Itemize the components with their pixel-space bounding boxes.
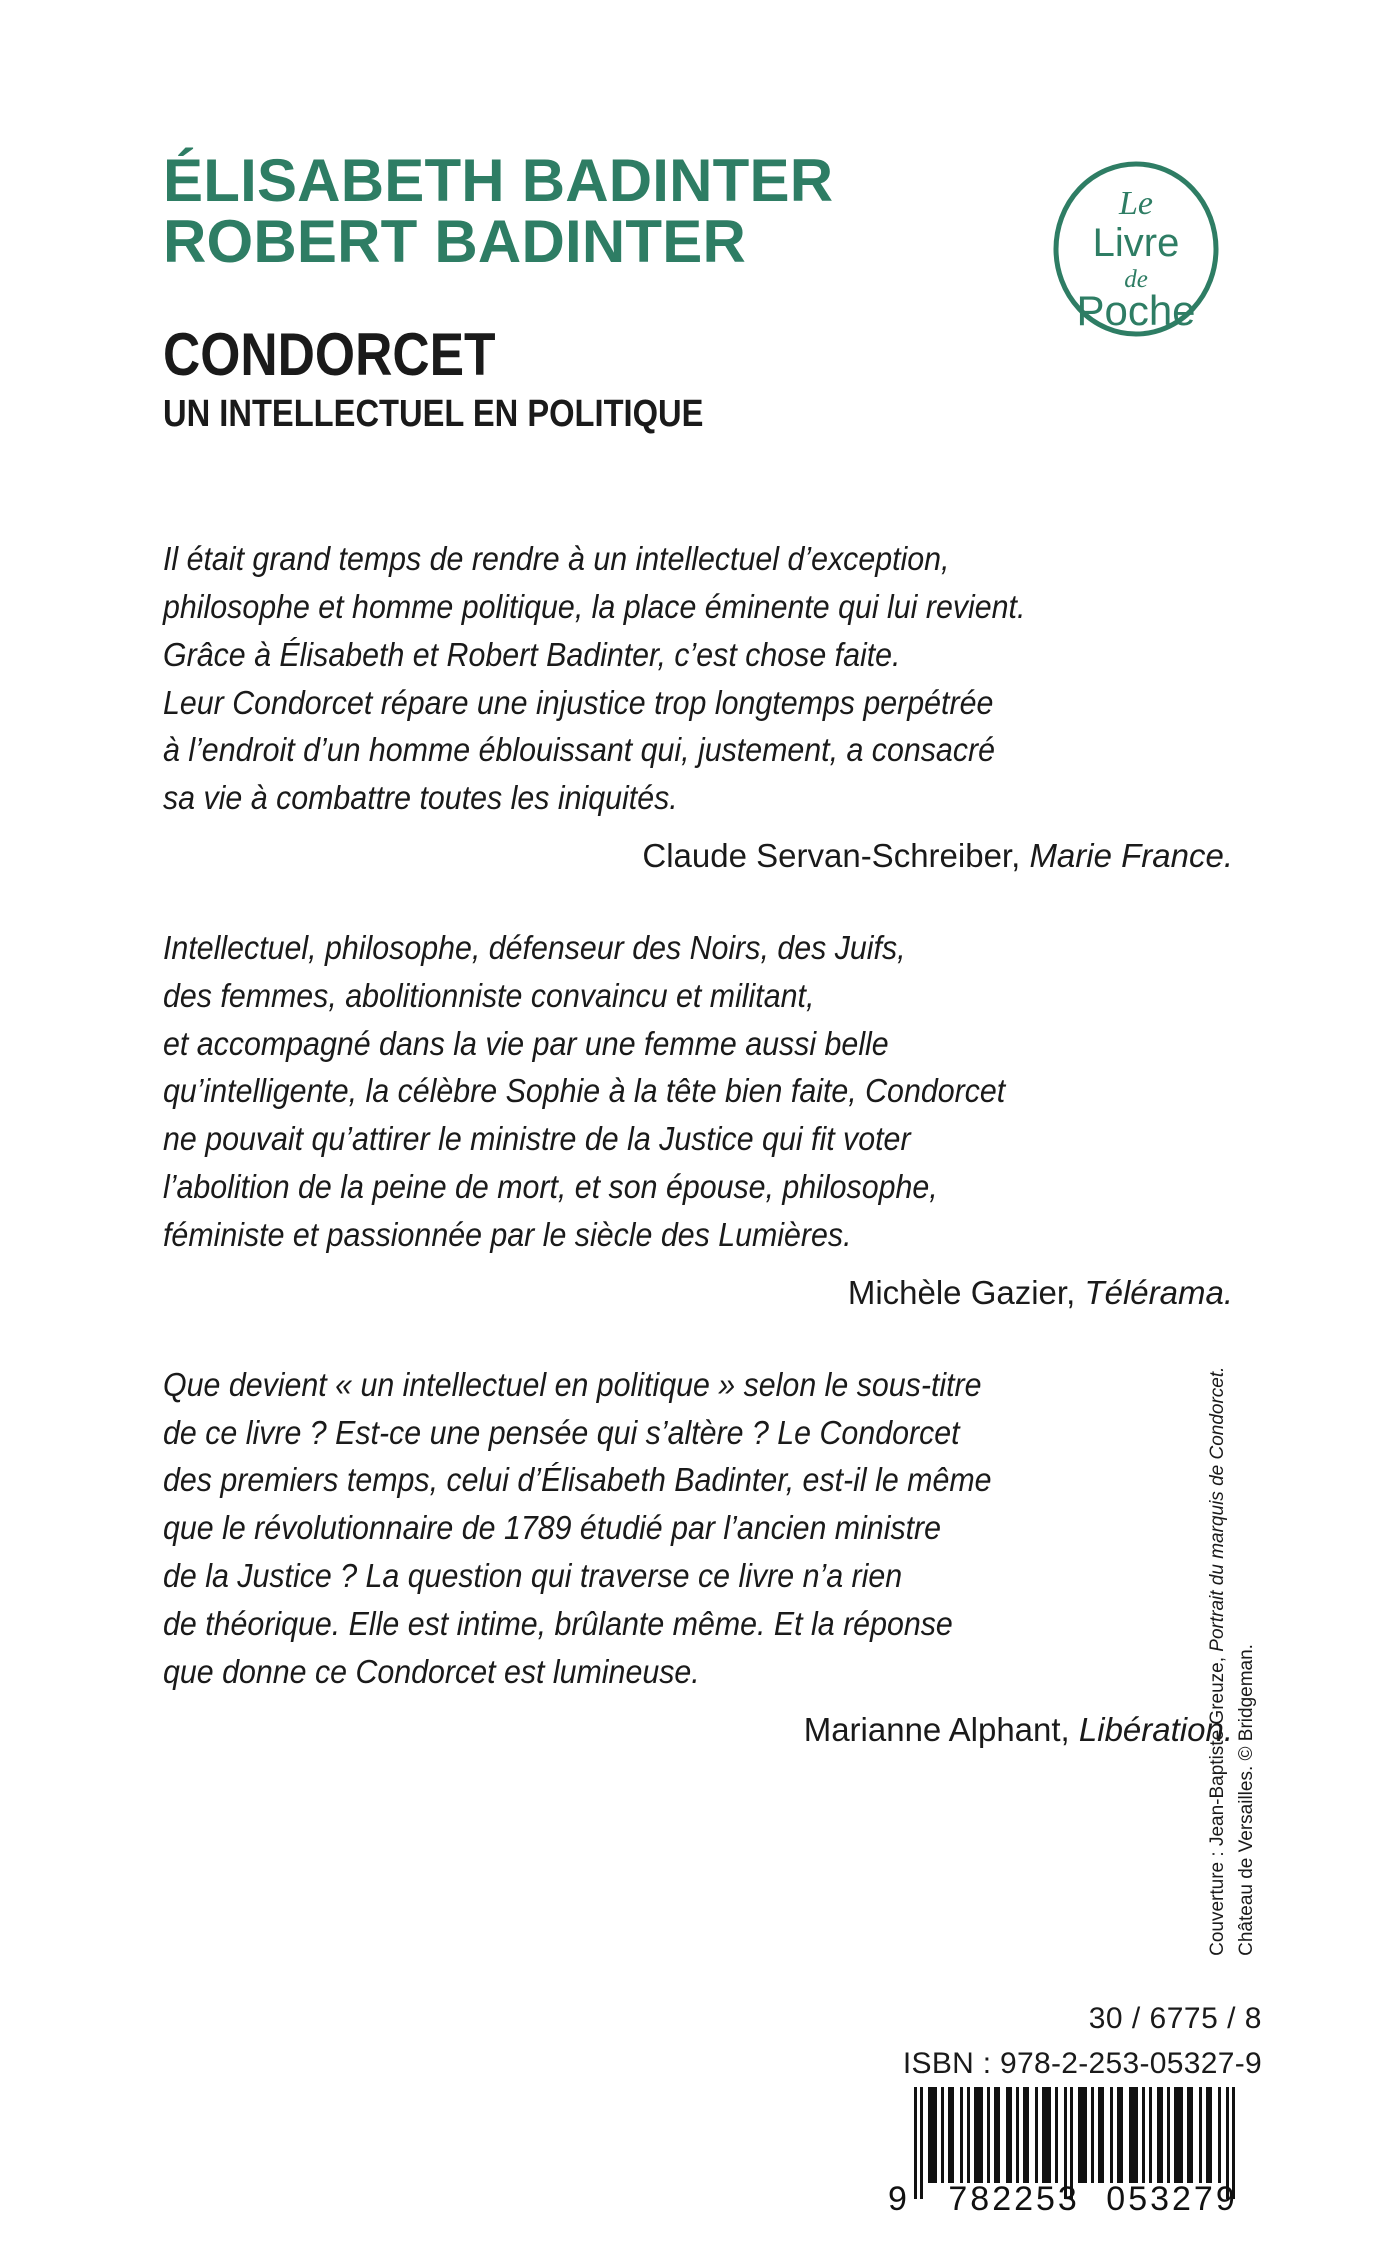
quote-line: des premiers temps, celui d’Élisabeth Badinter, est-il le même <box>163 1461 992 1499</box>
isbn-text: ISBN : 978-2-253-05327-9 <box>902 2047 1262 2080</box>
quote-line: philosophe et homme politique, la place éminente qui lui revient. <box>163 587 1026 625</box>
credit-artwork-title: Portrait du marquis de Condorcet. <box>1207 1366 1229 1652</box>
credit-prefix: Couverture : Jean-Baptiste Greuze, <box>1207 1651 1229 1956</box>
cover-credit-line-2: Château de Versailles. © Bridgeman. <box>1236 1644 1258 1956</box>
quote-attribution <box>163 1706 1233 1754</box>
quote-line: féministe et passionnée par le siècle des Lumières. <box>163 1215 852 1253</box>
quote-line: Intellectuel, philosophe, défenseur des Noirs, des Juifs, <box>163 928 906 966</box>
attribution-author: Claude Servan-Schreiber, <box>642 837 1021 875</box>
book-subtitle: UN INTELLECTUEL EN POLITIQUE <box>163 393 704 435</box>
quote-block <box>163 1361 1233 1754</box>
quote-block <box>163 924 1233 1317</box>
quote-line: de la Justice ? La question qui traverse ce livre n’a rien <box>163 1557 903 1595</box>
attribution-source: Marie France. <box>1029 837 1233 875</box>
author-name-secondary: ROBERT BADINTER <box>163 208 746 276</box>
cover-credit-line-1 <box>1203 1367 1232 1956</box>
quote-line: sa vie à combattre toutes les iniquités. <box>163 779 678 817</box>
barcode-digits-group-1: 782253 <box>948 2180 1080 2218</box>
cover-credit <box>1207 1316 1322 1956</box>
publisher-logo-le-livre-de-poche <box>1048 160 1224 338</box>
barcode-digits-group-2: 053279 <box>1106 2180 1238 2218</box>
author-name-primary: ÉLISABETH BADINTER <box>163 147 834 214</box>
quote-line: Leur Condorcet répare une injustice trop longtemps perpétrée <box>163 683 994 721</box>
title-block <box>163 321 1023 435</box>
quote-line: que le révolutionnaire de 1789 étudié par l’ancien ministre <box>163 1509 942 1547</box>
quote-line: des femmes, abolitionniste convaincu et militant, <box>163 976 815 1014</box>
cover-credit-rotated <box>1203 1367 1262 1956</box>
attribution-author: Michèle Gazier, <box>847 1273 1076 1311</box>
quote-line: l’abolition de la peine de mort, et son épouse, philosophe, <box>163 1168 938 1206</box>
barcode-digits <box>888 2180 1268 2219</box>
publisher-codes <box>903 1996 1262 2086</box>
quote-line: Grâce à Élisabeth et Robert Badinter, c’est chose faite. <box>163 635 901 673</box>
barcode-digit-check: 9 <box>888 2180 910 2218</box>
svg-text:Le: Le <box>1119 185 1153 222</box>
quote-line: Il était grand temps de rendre à un intellectuel d’exception, <box>163 540 950 577</box>
quote-attribution <box>163 832 1233 880</box>
review-quotes <box>163 535 1233 1753</box>
authors-block <box>163 147 963 276</box>
svg-text:de: de <box>1124 266 1148 293</box>
quote-line: de théorique. Elle est intime, brûlante même. Et la réponse <box>163 1604 953 1642</box>
quote-attribution <box>163 1269 1233 1317</box>
quote-line: et accompagné dans la vie par une femme aussi belle <box>163 1024 889 1062</box>
book-title: CONDORCET <box>163 321 496 388</box>
quote-line: ne pouvait qu’attirer le ministre de la Justice qui fit voter <box>163 1120 911 1158</box>
quote-line: à l’endroit d’un homme éblouissant qui, justement, a consacré <box>163 731 995 769</box>
catalog-reference: 30 / 6775 / 8 <box>1088 2002 1262 2035</box>
svg-text:Livre: Livre <box>1092 221 1180 265</box>
quote-line: Que devient « un intellectuel en politique » selon le sous-titre <box>163 1365 982 1403</box>
quote-line: qu’intelligente, la célèbre Sophie à la tête bien faite, Condorcet <box>163 1072 1006 1110</box>
quote-block <box>163 535 1233 880</box>
quote-line: de ce livre ? Est-ce une pensée qui s’altère ? Le Condorcet <box>163 1413 960 1451</box>
attribution-source: Libération. <box>1078 1710 1233 1748</box>
quote-line: que donne ce Condorcet est lumineuse. <box>163 1652 700 1690</box>
svg-text:Poche: Poche <box>1076 287 1196 334</box>
attribution-author: Marianne Alphant, <box>803 1710 1070 1748</box>
attribution-source: Télérama. <box>1084 1273 1233 1311</box>
